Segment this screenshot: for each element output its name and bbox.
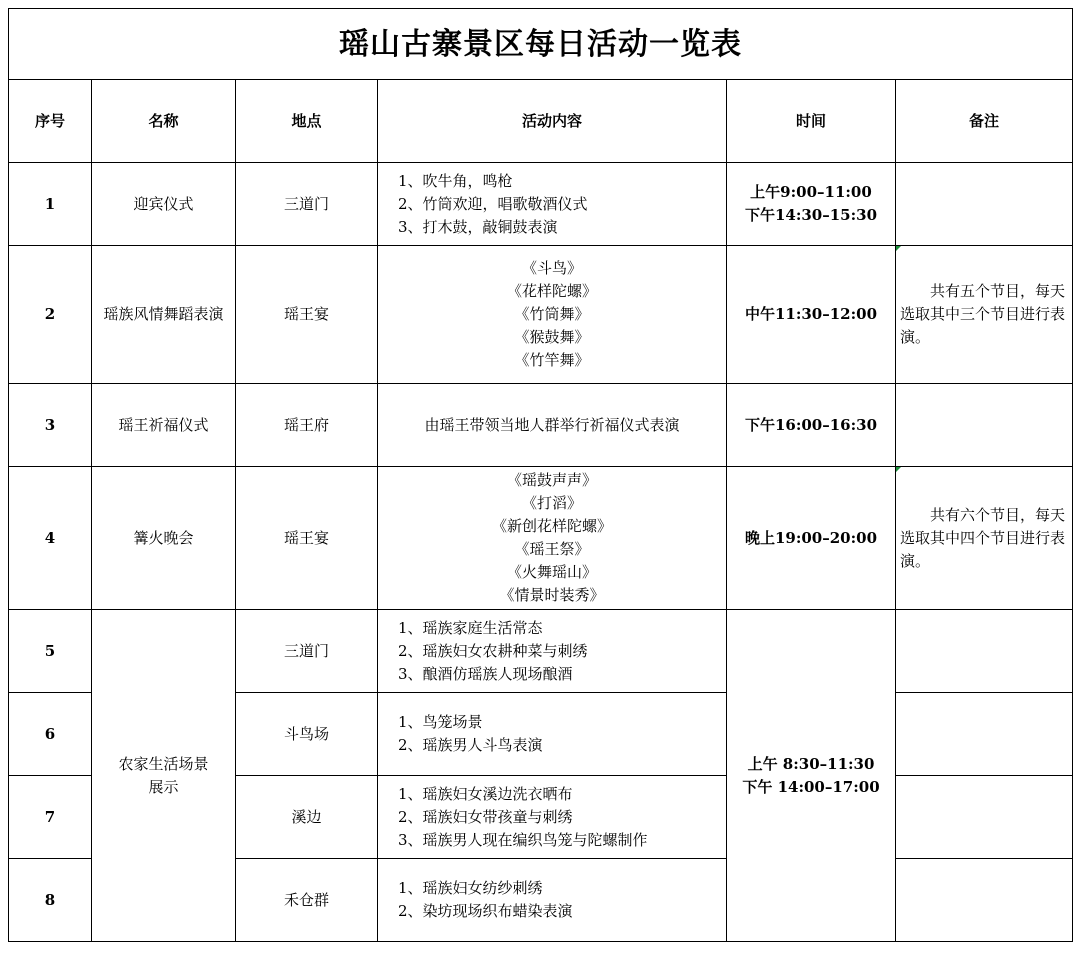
time-line: 上午9:00–11:00 — [750, 183, 872, 201]
time-line: 上午 8:30–11:30 — [747, 754, 875, 773]
activity-note — [896, 610, 1073, 693]
activity-place: 瑶王府 — [236, 384, 378, 467]
activity-place: 斗鸟场 — [236, 693, 378, 776]
content-line: 1、瑶族妇女纺纱刺绣 — [398, 879, 543, 897]
page-title: 瑶山古寨景区每日活动一览表 — [9, 9, 1073, 80]
program-title: 《竹筒舞》 — [514, 305, 590, 323]
content-line: 2、竹筒欢迎，唱歌敬酒仪式 — [398, 194, 588, 213]
activity-place: 三道门 — [236, 163, 378, 246]
content-line: 2、瑶族妇女带孩童与刺绣 — [398, 807, 573, 826]
activity-place: 溪边 — [236, 776, 378, 859]
activity-place: 三道门 — [236, 610, 378, 693]
content-line: 3、打木鼓，敲铜鼓表演 — [398, 217, 558, 236]
row-number: 5 — [9, 610, 92, 693]
content-line: 2、染坊现场织布蜡染表演 — [398, 902, 573, 920]
activity-content — [378, 610, 727, 693]
activity-name: 瑶族风情舞蹈表演 — [92, 246, 236, 384]
note-text: 共有六个节目，每天选取其中四个节目进行表演。 — [900, 505, 1066, 570]
row-number: 8 — [9, 859, 92, 942]
activity-name: 瑶王祈福仪式 — [92, 384, 236, 467]
activity-place: 禾仓群 — [236, 859, 378, 942]
activity-schedule-sheet — [8, 8, 1072, 942]
time-line: 下午 14:00–17:00 — [742, 777, 880, 796]
comment-marker-icon — [896, 467, 901, 472]
content-line: 由瑶王带领当地人群举行祈福仪式表演 — [424, 415, 680, 434]
activity-content — [378, 859, 727, 942]
activity-time — [727, 467, 896, 610]
program-title: 《斗鸟》 — [521, 259, 582, 277]
header-no: 序号 — [9, 80, 92, 163]
program-title: 《火舞瑶山》 — [506, 563, 597, 581]
activity-time — [727, 384, 896, 467]
header-name: 名称 — [92, 80, 236, 163]
content-line: 1、瑶族家庭生活常态 — [398, 618, 543, 637]
activity-place: 瑶王宴 — [236, 467, 378, 610]
row-number: 6 — [9, 693, 92, 776]
row-number: 3 — [9, 384, 92, 467]
header-time: 时间 — [727, 80, 896, 163]
table-row — [9, 246, 1073, 384]
table-row — [9, 610, 1073, 693]
group-activity-name — [92, 610, 236, 942]
row-number: 2 — [9, 246, 92, 384]
table-row — [9, 163, 1073, 246]
activity-note — [896, 163, 1073, 246]
time-line: 下午16:00–16:30 — [744, 415, 878, 434]
activity-note — [896, 859, 1073, 942]
row-number: 1 — [9, 163, 92, 246]
program-title: 《情景时装秀》 — [499, 586, 605, 604]
activity-note — [896, 693, 1073, 776]
header-note: 备注 — [896, 80, 1073, 163]
activity-content — [378, 467, 727, 610]
activity-time — [727, 246, 896, 384]
activity-table — [8, 8, 1073, 942]
activity-time — [727, 163, 896, 246]
table-row — [9, 467, 1073, 610]
activity-name: 篝火晚会 — [92, 467, 236, 610]
activity-content — [378, 776, 727, 859]
row-number: 7 — [9, 776, 92, 859]
activity-content — [378, 693, 727, 776]
program-title: 《瑶鼓声声》 — [506, 471, 597, 489]
activity-note — [896, 776, 1073, 859]
time-line: 中午11:30–12:00 — [744, 305, 878, 323]
activity-content — [378, 246, 727, 384]
content-line: 3、瑶族男人现在编织鸟笼与陀螺制作 — [398, 830, 648, 849]
activity-content — [378, 163, 727, 246]
comment-marker-icon — [896, 246, 901, 251]
header-content: 活动内容 — [378, 80, 727, 163]
content-line: 2、瑶族男人斗鸟表演 — [398, 736, 543, 754]
activity-note — [896, 467, 1073, 610]
group-name-line: 农家生活场景 — [118, 754, 209, 773]
note-text: 共有五个节目，每天选取其中三个节目进行表演。 — [900, 282, 1066, 346]
content-line: 3、酿酒仿瑶族人现场酿酒 — [398, 664, 573, 683]
program-title: 《猴鼓舞》 — [514, 328, 590, 346]
activity-place: 瑶王宴 — [236, 246, 378, 384]
program-title: 《打滔》 — [521, 494, 582, 512]
activity-note — [896, 246, 1073, 384]
content-line: 1、瑶族妇女溪边洗衣晒布 — [398, 784, 573, 803]
table-row — [9, 384, 1073, 467]
content-line: 1、吹牛角，鸣枪 — [398, 171, 513, 190]
program-title: 《瑶王祭》 — [514, 540, 590, 558]
activity-note — [896, 384, 1073, 467]
content-line: 1、鸟笼场景 — [398, 713, 483, 731]
time-line: 晚上19:00–20:00 — [744, 528, 878, 547]
time-line: 下午14:30–15:30 — [744, 206, 878, 224]
activity-content — [378, 384, 727, 467]
program-title: 《新创花样陀螺》 — [491, 517, 612, 535]
header-row — [9, 80, 1073, 163]
group-name-line: 展示 — [148, 777, 179, 796]
header-place: 地点 — [236, 80, 378, 163]
activity-name: 迎宾仪式 — [92, 163, 236, 246]
row-number: 4 — [9, 467, 92, 610]
program-title: 《竹竿舞》 — [514, 351, 590, 369]
content-line: 2、瑶族妇女农耕种菜与刺绣 — [398, 641, 588, 660]
group-activity-time — [727, 610, 896, 942]
program-title: 《花样陀螺》 — [506, 282, 597, 300]
